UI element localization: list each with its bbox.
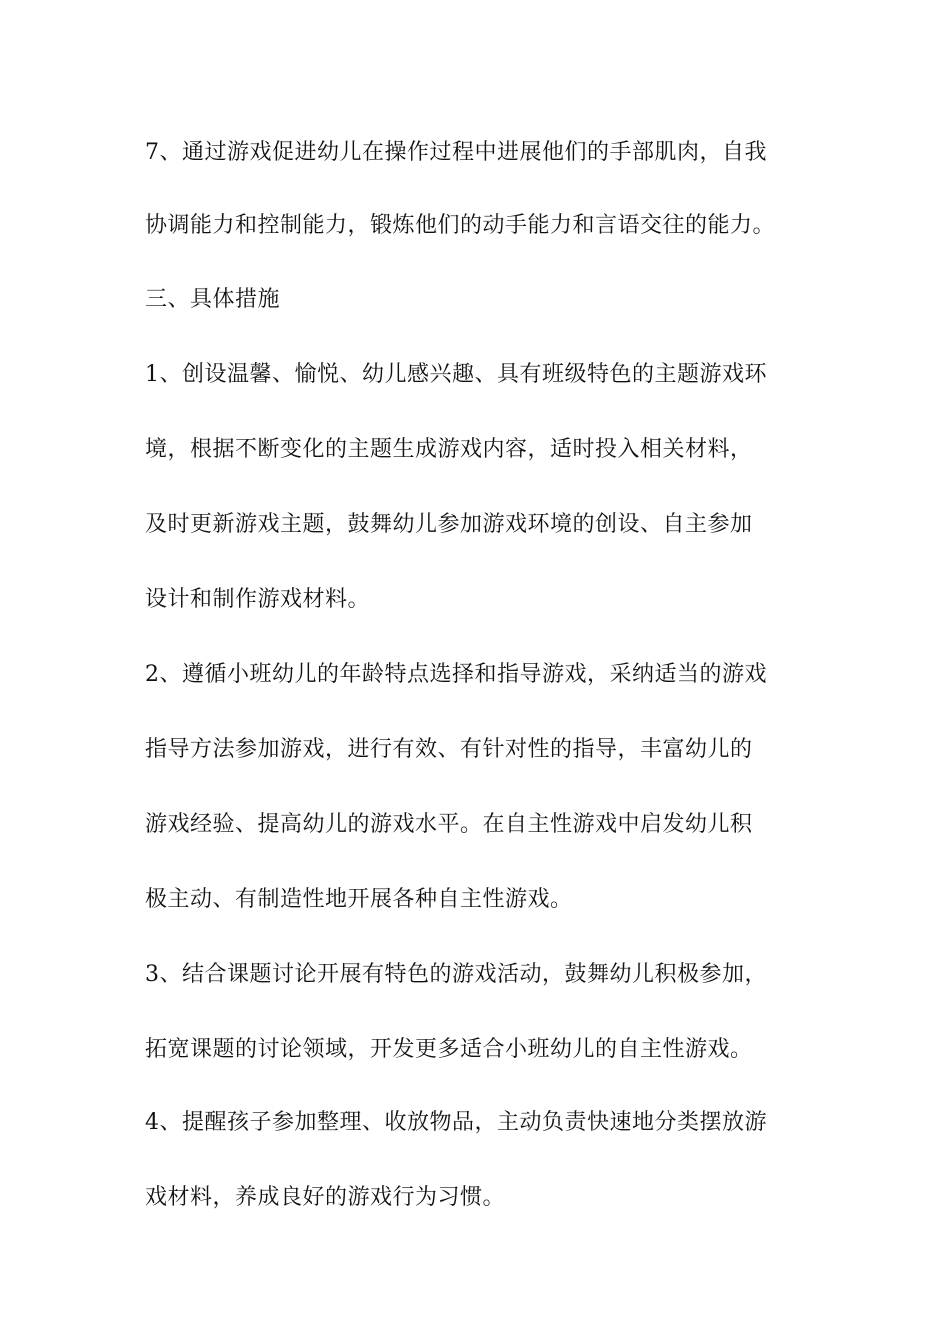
text-line: 拓宽课题的讨论领域，开发更多适合小班幼儿的自主性游戏。 bbox=[145, 1037, 753, 1062]
text-line: 极主动、有制造性地开展各种自主性游戏。 bbox=[145, 887, 573, 912]
text-line: 2、遵循小班幼儿的年龄特点选择和指导游戏，采纳适当的游戏 bbox=[145, 662, 767, 687]
text-line: 指导方法参加游戏，进行有效、有针对性的指导，丰富幼儿的 bbox=[145, 737, 753, 762]
text-line: 1、创设温馨、愉悦、幼儿感兴趣、具有班级特色的主题游戏环 bbox=[145, 362, 767, 387]
text-line: 3、结合课题讨论开展有特色的游戏活动，鼓舞幼儿积极参加， bbox=[145, 962, 767, 987]
text-line: 7、通过游戏促进幼儿在操作过程中进展他们的手部肌肉，自我 bbox=[145, 140, 767, 165]
text-line: 协调能力和控制能力，锻炼他们的动手能力和言语交往的能力。 bbox=[145, 213, 776, 238]
text-line: 4、提醒孩子参加整理、收放物品，主动负责快速地分类摆放游 bbox=[145, 1110, 767, 1135]
section-heading: 三、具体措施 bbox=[145, 287, 281, 312]
text-line: 游戏经验、提高幼儿的游戏水平。在自主性游戏中启发幼儿积 bbox=[145, 812, 753, 837]
text-line: 设计和制作游戏材料。 bbox=[145, 587, 371, 612]
text-line: 及时更新游戏主题，鼓舞幼儿参加游戏环境的创设、自主参加 bbox=[145, 512, 753, 537]
text-line: 戏材料，养成良好的游戏行为习惯。 bbox=[145, 1185, 506, 1210]
text-line: 境，根据不断变化的主题生成游戏内容，适时投入相关材料， bbox=[145, 437, 753, 462]
